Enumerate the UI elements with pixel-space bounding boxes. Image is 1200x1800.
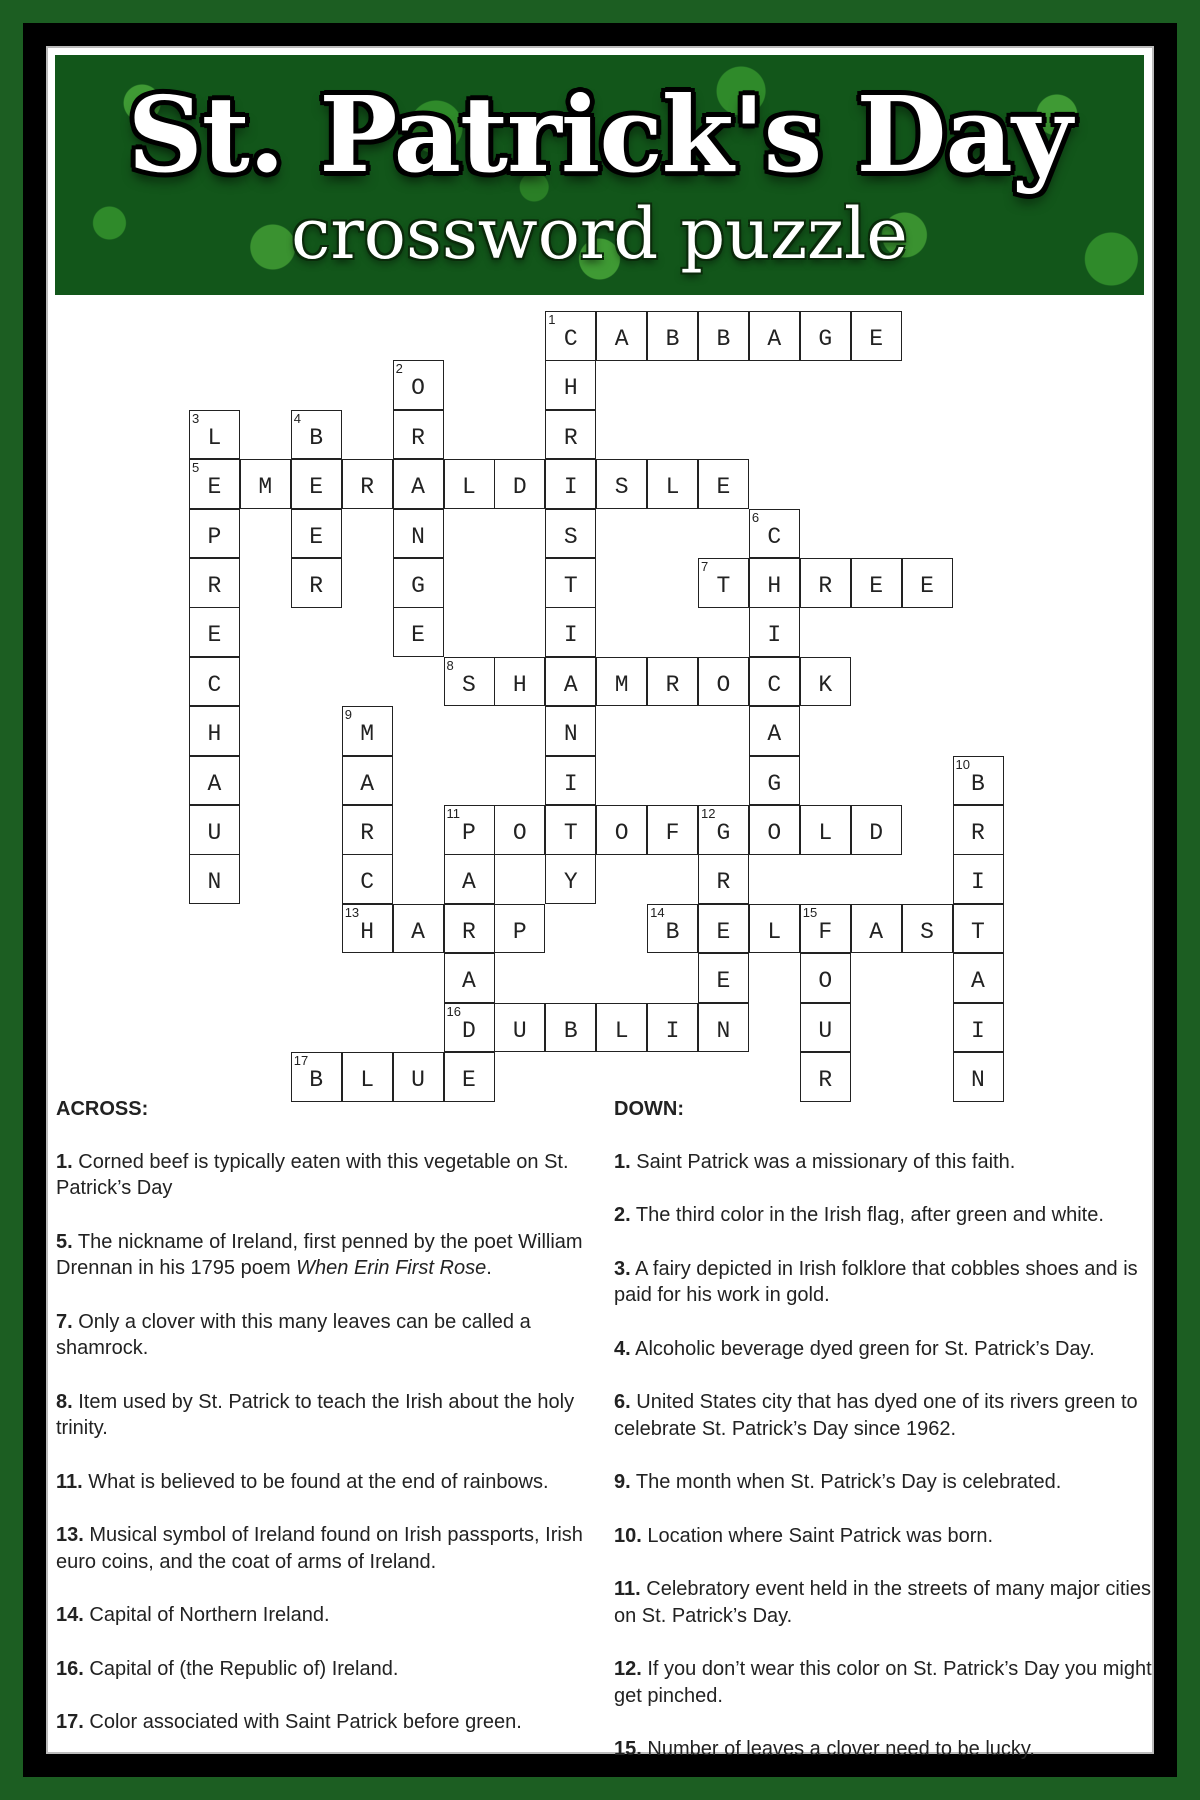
down-clue <box>614 1736 1154 1763</box>
grid-row-letters: CABBAGE <box>207 326 1022 352</box>
clue-number: 10 <box>955 756 970 772</box>
clue-text: Corned beef is typically eaten with this vegetable on St. Patrick’s Day <box>56 1150 569 1199</box>
crossword-grid <box>189 311 1022 1102</box>
clue-text: Capital of Northern Ireland. <box>89 1604 330 1626</box>
down-clue <box>614 1149 1154 1176</box>
clue-text: Number of leaves a clover need to be lucky. <box>647 1738 1035 1760</box>
clue-number: 15 <box>802 904 818 920</box>
down-clue <box>614 1389 1154 1442</box>
clue-text: Musical symbol of Ireland found on Irish passports, Irish euro coins, and the coat of arms of Ireland. <box>56 1524 583 1573</box>
down-clue <box>614 1202 1154 1229</box>
clue-text: A fairy depicted in Irish folklore that cobbles shoes and is paid for his work in gold. <box>614 1257 1138 1306</box>
clue-number: 2 <box>395 361 403 377</box>
page-subtitle: crossword puzzle <box>291 193 908 275</box>
clue-text: Color associated with Saint Patrick before green. <box>89 1711 522 1733</box>
down-heading: DOWN: <box>614 1098 684 1120</box>
down-clue <box>614 1256 1154 1309</box>
clue-number: 4 <box>293 410 302 426</box>
clue-text: Only a clover with this many leaves can be called a shamrock. <box>56 1310 531 1359</box>
clue-number: 1. <box>56 1150 73 1173</box>
grid-row-letters: U R POTOFGOLD R <box>207 820 1022 846</box>
across-clue <box>56 1389 616 1442</box>
clue-text: If you don’t wear this color on St. Patrick’s Day you might get pinched. <box>614 1658 1152 1707</box>
clue-number: 11. <box>56 1470 83 1493</box>
clue-text: The month when St. Patrick’s Day is celebrated. <box>635 1471 1062 1493</box>
clue-number: 5. <box>56 1230 73 1253</box>
across-clues <box>56 1096 616 1763</box>
clue-text: . <box>486 1257 492 1279</box>
clue-number: 9 <box>344 707 352 723</box>
across-clue <box>56 1602 616 1629</box>
grid-row-letters: P E N S C <box>207 523 1022 550</box>
down-clues <box>614 1096 1154 1790</box>
across-clue <box>56 1469 616 1496</box>
clue-number: 8. <box>56 1390 73 1413</box>
down-clue <box>614 1656 1154 1709</box>
clue-number: 13 <box>344 904 360 920</box>
page-title: St. Patrick's Day <box>127 73 1072 196</box>
across-clue <box>56 1229 616 1282</box>
clue-number: 11. <box>614 1578 641 1600</box>
grid-row-letters: E E I I <box>207 622 1022 649</box>
clue-number: 5 <box>192 460 200 476</box>
grid-row-letters: N C A Y R I <box>207 869 1022 896</box>
clue-number: 13. <box>56 1524 84 1546</box>
down-clue <box>614 1576 1154 1629</box>
clue-number: 15. <box>614 1738 642 1760</box>
clue-text: United States city that has dyed one of its rivers green to celebrate St. Patrick’s Day since 1962. <box>614 1391 1138 1440</box>
grid-row-letters: L B R R <box>207 424 1022 451</box>
grid-row-letters: H M N A <box>207 721 1022 748</box>
clue-number: 17 <box>293 1053 309 1068</box>
down-clue <box>614 1336 1154 1363</box>
clue-number: 7 <box>701 559 709 574</box>
clue-number: 12 <box>701 806 716 821</box>
clue-number: 14 <box>650 904 665 920</box>
clue-text: Capital of (the Republic of) Ireland. <box>89 1657 399 1680</box>
clue-text: What is believed to be found at the end of rainbows. <box>88 1470 549 1493</box>
clue-number: 14. <box>56 1604 84 1626</box>
clue-text: When Erin First Rose <box>296 1257 487 1279</box>
clue-number: 11 <box>446 806 460 821</box>
clue-number: 1. <box>614 1150 631 1173</box>
clue-text: Location where Saint Patrick was born. <box>647 1524 994 1547</box>
clue-number: 4. <box>614 1337 631 1360</box>
clue-number: 17. <box>56 1711 84 1733</box>
grid-row-letters: HARP BELFAST <box>207 918 1022 945</box>
clue-number: 7. <box>56 1310 73 1333</box>
clue-number: 10. <box>614 1524 642 1547</box>
grid-row-letters: C SHAMROCK <box>207 671 1022 698</box>
down-clue <box>614 1523 1154 1550</box>
grid-row-letters: A A I G B <box>207 770 1022 797</box>
clue-text: Item used by St. Patrick to teach the Irish about the holy trinity. <box>56 1390 575 1439</box>
clue-number: 3. <box>614 1257 631 1280</box>
clue-text: Saint Patrick was a missionary of this faith. <box>636 1150 1016 1173</box>
clue-text: The third color in the Irish flag, after green and white. <box>635 1204 1104 1226</box>
across-clue <box>56 1656 616 1683</box>
grid-row-letters: A E O A <box>207 968 1022 995</box>
grid-row-letters: EMERALDISLE <box>207 474 1022 501</box>
clue-number: 6 <box>751 509 760 525</box>
clue-number: 16. <box>56 1657 84 1680</box>
grid-row-letters: DUBLIN U I <box>207 1017 1022 1044</box>
grid-row-letters: R R G T THREE <box>207 573 1022 599</box>
clue-text: The nickname of Ireland, first penned by the poet William Drennan in his 1795 poem <box>56 1230 583 1279</box>
across-heading: ACROSS: <box>56 1098 149 1120</box>
across-clue <box>56 1149 616 1202</box>
title-banner <box>55 55 1144 295</box>
clue-number: 9. <box>614 1471 631 1493</box>
down-clue <box>614 1469 1154 1496</box>
across-clue <box>56 1709 616 1736</box>
across-clue <box>56 1522 616 1575</box>
clue-text: Alcoholic beverage dyed green for St. Patrick’s Day. <box>635 1337 1095 1360</box>
grid-row-letters: O H <box>207 375 1022 402</box>
clue-text: Celebratory event held in the streets of many major cities on St. Patrick’s Day. <box>614 1578 1151 1627</box>
clue-number: 3 <box>192 410 200 426</box>
clue-number: 12. <box>614 1658 642 1680</box>
clue-number: 2. <box>614 1204 631 1226</box>
clue-number: 1 <box>548 312 556 327</box>
grid-row-letters: BLUE R N <box>207 1067 1022 1093</box>
across-clue <box>56 1309 616 1362</box>
clue-number: 16 <box>446 1003 461 1019</box>
clue-number: 6. <box>614 1391 631 1413</box>
clue-number: 8 <box>446 657 454 673</box>
